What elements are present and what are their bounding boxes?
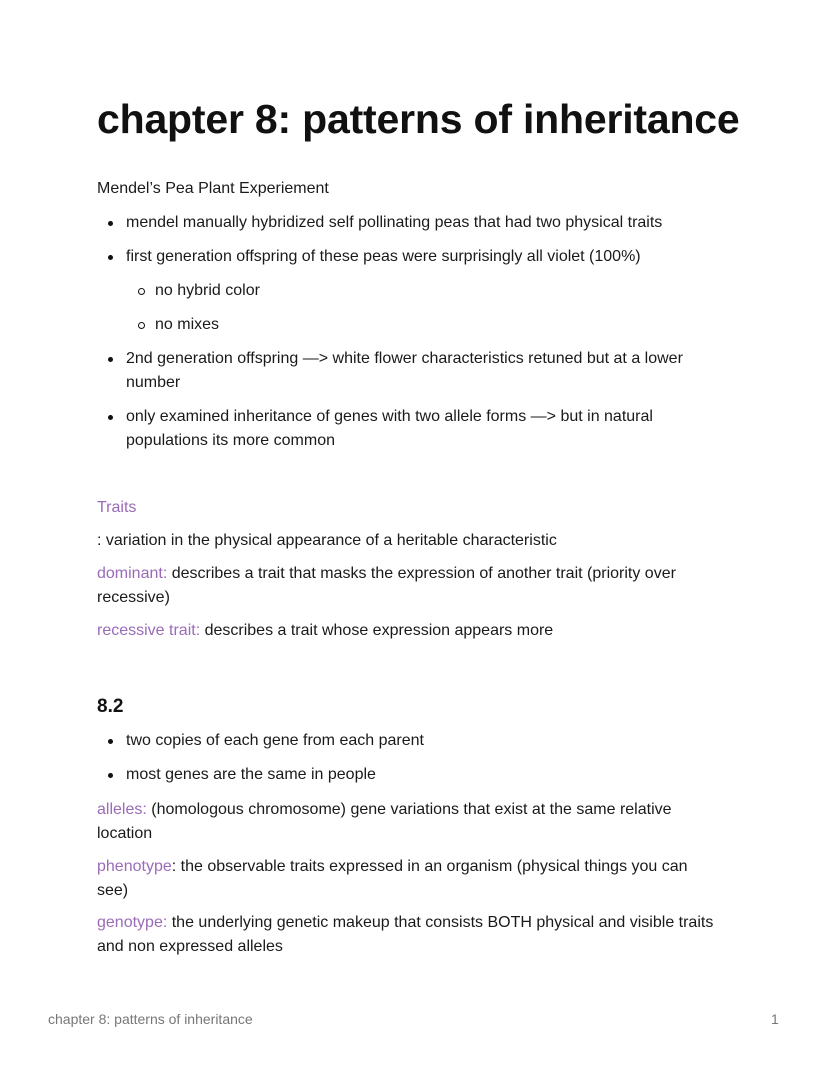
term-phenotype: phenotype <box>97 858 172 875</box>
sub-list-item: no hybrid color <box>126 279 707 303</box>
dominant-definition <box>97 562 697 610</box>
term-genotype: genotype: <box>97 914 168 931</box>
dominant-text: describes a trait that masks the expression of another trait (priority over recessive) <box>97 565 676 606</box>
list-item: two copies of each gene from each parent <box>97 729 707 753</box>
term-dominant: dominant: <box>97 565 168 582</box>
recessive-text: describes a trait whose expression appears more <box>200 622 554 639</box>
term-alleles: alleles: <box>97 801 147 818</box>
traits-heading: Traits <box>97 499 137 516</box>
section2-bullet-list <box>97 729 707 797</box>
footer-title: chapter 8: patterns of inheritance <box>48 1011 253 1027</box>
list-item: only examined inheritance of genes with two allele forms —> but in natural populations its more common <box>97 405 707 453</box>
list-item <box>97 245 707 337</box>
page-title: chapter 8: patterns of inheritance <box>97 96 740 142</box>
term-recessive: recessive trait: <box>97 622 201 639</box>
list-item: most genes are the same in people <box>97 763 707 787</box>
section-heading-mendel: Mendel’s Pea Plant Experiement <box>97 180 329 197</box>
traits-definition: : variation in the physical appearance of a heritable characteristic <box>97 532 557 549</box>
sub-list-item: no mixes <box>126 313 707 337</box>
sub-bullet-list <box>126 279 707 337</box>
mendel-bullet-list <box>97 211 707 463</box>
recessive-definition <box>97 619 553 643</box>
alleles-text: (homologous chromosome) gene variations that exist at the same relative location <box>97 801 672 842</box>
phenotype-text: : the observable traits expressed in an organism (physical things you can see) <box>97 858 688 899</box>
genotype-text: the underlying genetic makeup that consists BOTH physical and visible traits and non expressed alleles <box>97 914 714 955</box>
list-item: 2nd generation offspring —> white flower characteristics retuned but at a lower number <box>97 347 707 395</box>
list-item: mendel manually hybridized self pollinating peas that had two physical traits <box>97 211 707 235</box>
alleles-definition <box>97 798 697 846</box>
phenotype-definition <box>97 855 707 903</box>
genotype-definition <box>97 911 732 959</box>
page-number: 1 <box>771 1011 779 1027</box>
list-item-text: first generation offspring of these peas were surprisingly all violet (100%) <box>126 248 641 265</box>
section-heading-8-2: 8.2 <box>97 696 124 717</box>
